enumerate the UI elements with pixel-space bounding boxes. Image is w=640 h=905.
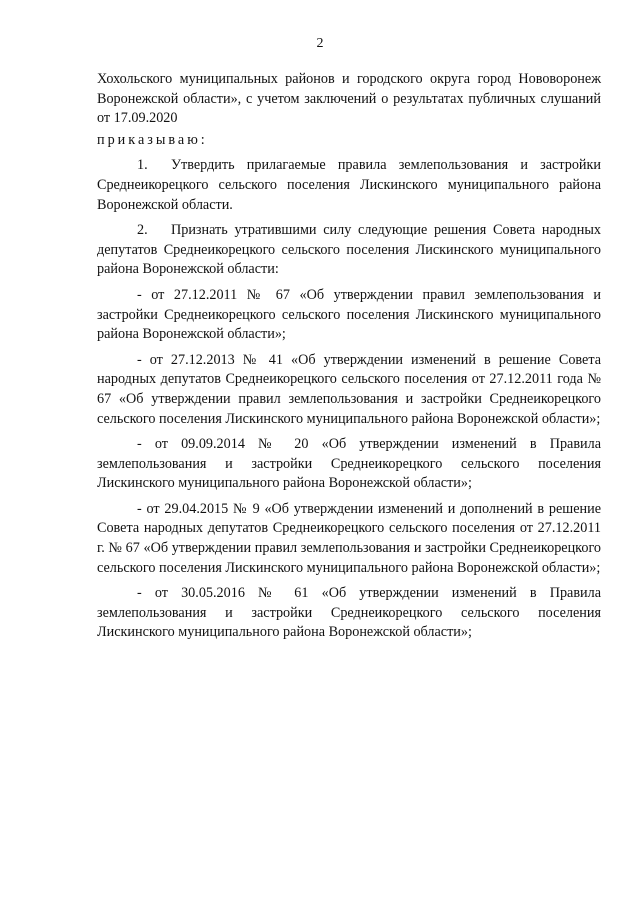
paragraph-order-word: приказываю: (97, 131, 208, 148)
item-1-text: Утвердить прилагаемые правила землепользования и застройки Среднеикорецкого сельского поселения Лискинского муниципального района Воронежской области. (97, 157, 601, 213)
paragraph-intro: Хохольского муниципальных районов и городского округа город Нововоронеж Воронежской области», с учетом заключений о результатах публичных слушаний от 17.09.2020 (97, 71, 601, 127)
list-item-decision-2011: - от 27.12.2011 № 67 «Об утверждении правил землепользования и застройки Среднеикорецкого сельского поселения Лискинского муниципального района Воронежской области»; (97, 286, 601, 343)
list-item-decision-2015: - от 29.04.2015 № 9 «Об утверждении изменений и дополнений в решение Совета народных депутатов Среднеикорецкого сельского поселения от 27.12.2011 г. № 67 «Об утверждении правил землепользования и застройки Среднеикорецкого сельского поселения Лискинского муниципального района Воронежской области»; (97, 500, 601, 576)
item-2-text: Признать утратившими силу следующие решения Совета народных депутатов Среднеикорецкого сельского поселения Лискинского муниципального района Воронежской области: (97, 222, 601, 278)
list-item-decision-2014: - от 09.09.2014 № 20 «Об утверждении изменений в Правила землепользования и застройки Среднеикорецкого сельского поселения Лискинского муниципального района Воронежской области»; (97, 436, 601, 492)
list-item-decision-2013: - от 27.12.2013 № 41 «Об утверждении изменений в решение Совета народных депутатов Среднеикорецкого сельского поселения от 27.12.2011 года № 67 «Об утверждении правил землепользования и застройки Среднеикорецкого сельского поселения Лискинского муниципального района Воронежской области»; (97, 351, 601, 427)
paragraph-item-2 (97, 221, 601, 280)
item-number-2: 2. (137, 222, 148, 239)
paragraph-item-1 (97, 156, 601, 215)
page-number: 2 (316, 36, 324, 51)
document-body (97, 70, 601, 643)
item-number-1: 1. (137, 157, 148, 174)
list-item-decision-2016: - от 30.05.2016 № 61 «Об утверждении изменений в Правила землепользования и застройки Среднеикорецкого сельского поселения Лискинского муниципального района Воронежской области»; (97, 585, 601, 641)
